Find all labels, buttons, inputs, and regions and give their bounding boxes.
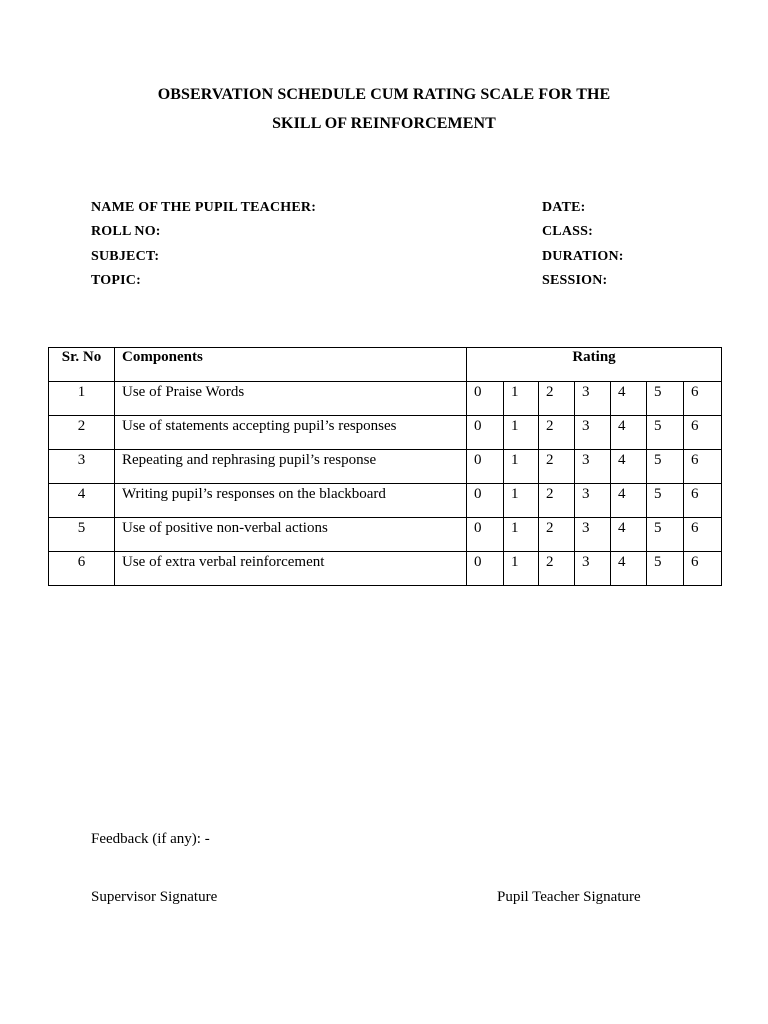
rating-option[interactable]: 0: [467, 484, 504, 518]
rating-option[interactable]: 1: [504, 416, 539, 450]
rating-option[interactable]: 6: [684, 416, 722, 450]
rating-option[interactable]: 0: [467, 552, 504, 586]
rating-option[interactable]: 0: [467, 382, 504, 416]
rating-table: [48, 347, 722, 586]
rating-option[interactable]: 3: [575, 484, 611, 518]
rating-option[interactable]: 1: [504, 450, 539, 484]
rating-option[interactable]: 6: [684, 552, 722, 586]
row-component: Use of Praise Words: [115, 382, 467, 416]
header-components: Components: [115, 348, 467, 382]
rating-option[interactable]: 1: [504, 484, 539, 518]
rating-option[interactable]: 6: [684, 450, 722, 484]
row-sr-no: 6: [49, 552, 115, 586]
rating-option[interactable]: 4: [611, 382, 647, 416]
rating-option[interactable]: 0: [467, 450, 504, 484]
field-class: CLASS:: [542, 224, 593, 239]
rating-option[interactable]: 2: [539, 382, 575, 416]
table-row: [49, 518, 722, 552]
rating-option[interactable]: 2: [539, 552, 575, 586]
rating-option[interactable]: 4: [611, 416, 647, 450]
rating-option[interactable]: 4: [611, 450, 647, 484]
rating-option[interactable]: 1: [504, 382, 539, 416]
table-header-row: [49, 348, 722, 382]
pupil-teacher-signature-label: Pupil Teacher Signature: [497, 889, 641, 905]
rating-option[interactable]: 6: [684, 484, 722, 518]
rating-option[interactable]: 5: [647, 382, 684, 416]
row-sr-no: 2: [49, 416, 115, 450]
document-title-line-1: OBSERVATION SCHEDULE CUM RATING SCALE FOR THE: [157, 86, 611, 103]
row-sr-no: 5: [49, 518, 115, 552]
field-roll-no: ROLL NO:: [91, 224, 161, 239]
header-sr-no: Sr. No: [49, 348, 115, 382]
rating-option[interactable]: 5: [647, 416, 684, 450]
rating-option[interactable]: 1: [504, 552, 539, 586]
document-title-line-2: SKILL OF REINFORCEMENT: [272, 115, 496, 132]
rating-option[interactable]: 4: [611, 518, 647, 552]
table-row: [49, 484, 722, 518]
rating-option[interactable]: 3: [575, 552, 611, 586]
rating-option[interactable]: 5: [647, 518, 684, 552]
row-sr-no: 1: [49, 382, 115, 416]
field-session: SESSION:: [542, 273, 608, 288]
rating-option[interactable]: 2: [539, 450, 575, 484]
rating-option[interactable]: 0: [467, 518, 504, 552]
table-row: [49, 552, 722, 586]
rating-option[interactable]: 6: [684, 518, 722, 552]
row-component: Use of statements accepting pupil’s responses: [115, 416, 467, 450]
rating-option[interactable]: 2: [539, 484, 575, 518]
row-component: Repeating and rephrasing pupil’s response: [115, 450, 467, 484]
field-topic: TOPIC:: [91, 273, 141, 288]
row-component: Use of positive non-verbal actions: [115, 518, 467, 552]
rating-option[interactable]: 5: [647, 484, 684, 518]
row-sr-no: 3: [49, 450, 115, 484]
rating-option[interactable]: 4: [611, 484, 647, 518]
rating-option[interactable]: 2: [539, 518, 575, 552]
rating-option[interactable]: 3: [575, 382, 611, 416]
field-duration: DURATION:: [542, 249, 624, 264]
field-date: DATE:: [542, 200, 586, 215]
rating-option[interactable]: 1: [504, 518, 539, 552]
rating-option[interactable]: 2: [539, 416, 575, 450]
row-component: Writing pupil’s responses on the blackboard: [115, 484, 467, 518]
rating-option[interactable]: 5: [647, 552, 684, 586]
supervisor-signature-label: Supervisor Signature: [91, 889, 218, 905]
rating-option[interactable]: 0: [467, 416, 504, 450]
rating-option[interactable]: 6: [684, 382, 722, 416]
row-component: Use of extra verbal reinforcement: [115, 552, 467, 586]
rating-option[interactable]: 3: [575, 416, 611, 450]
row-sr-no: 4: [49, 484, 115, 518]
field-subject: SUBJECT:: [91, 249, 160, 264]
table-row: [49, 382, 722, 416]
rating-option[interactable]: 3: [575, 450, 611, 484]
table-body: [49, 382, 722, 586]
rating-option[interactable]: 5: [647, 450, 684, 484]
header-rating: Rating: [467, 348, 722, 382]
table-row: [49, 416, 722, 450]
rating-option[interactable]: 3: [575, 518, 611, 552]
feedback-label: Feedback (if any): -: [91, 831, 210, 847]
rating-option[interactable]: 4: [611, 552, 647, 586]
field-pupil-teacher-name: NAME OF THE PUPIL TEACHER:: [91, 200, 317, 215]
table-row: [49, 450, 722, 484]
